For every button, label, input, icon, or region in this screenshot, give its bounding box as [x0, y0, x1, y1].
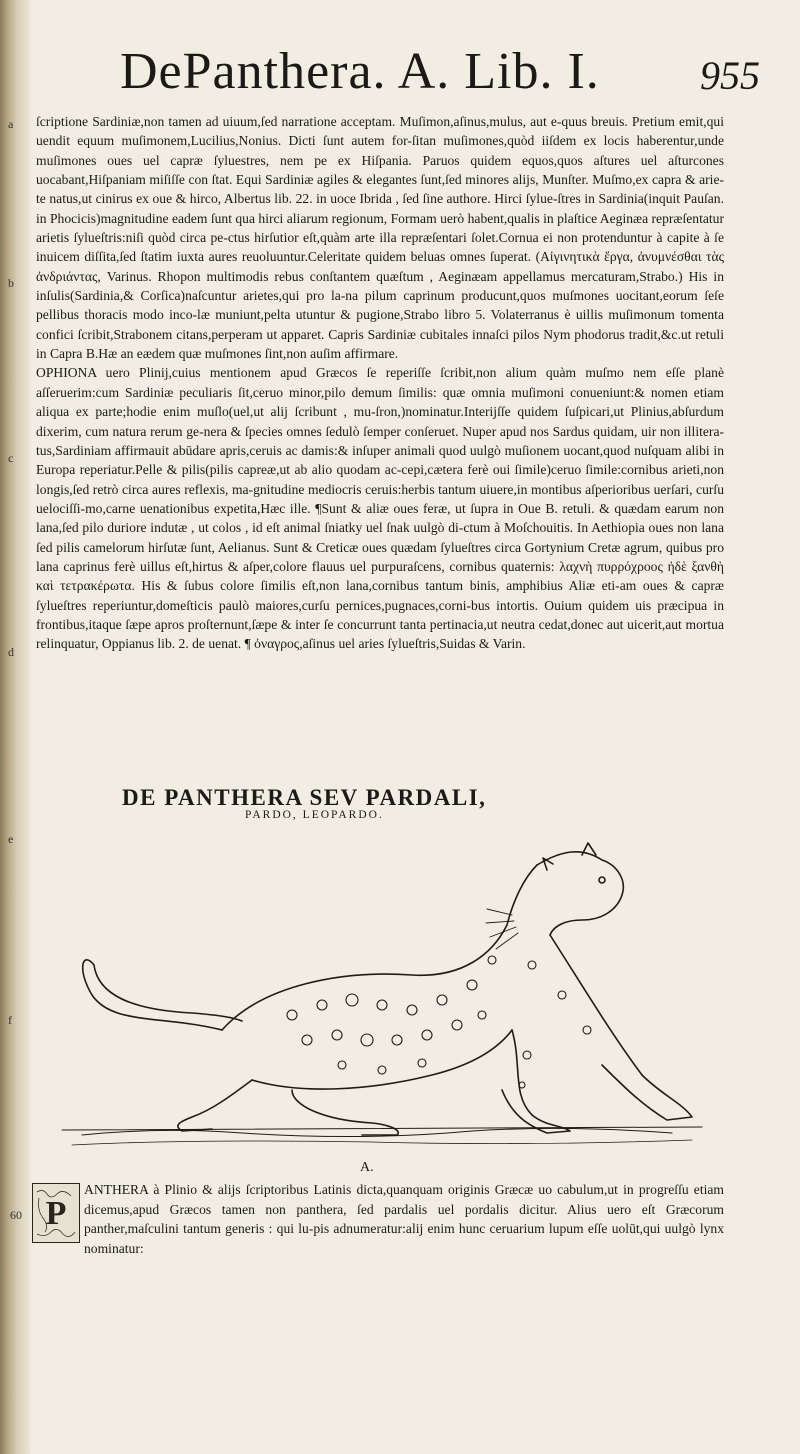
panther-woodcut-illustration — [42, 835, 718, 1165]
section-title: DE PANTHERA SEV PARDALI, — [122, 785, 487, 810]
continuation-paragraph — [84, 1180, 724, 1258]
initial-letter: P — [45, 1195, 67, 1232]
margin-note-f: f — [8, 1013, 12, 1027]
section-subtitle: PARDO, LEOPARDO. — [245, 809, 384, 821]
margin-note-e: e — [8, 832, 14, 846]
margin-note-b: b — [8, 276, 14, 290]
running-header — [120, 42, 760, 112]
plate-label: A. — [360, 1160, 374, 1175]
book-page — [8, 0, 800, 1454]
continuation-text: ANTHERA à Plinio & alijs ſcriptoribus Latinis dicta,quanquam originis Græcæ uo cabulum,ut in progreſſu etiam dicemus,apud Græcos tamen non panthera, ſed pardalis uel pordalis dicitur. Alius uero eſt Græcorum panther,maſculini tantum generis : qui lu-pis adnumeratur:alij enim hunc ceruarium lupum eſſe uolūt,qui uulgò lynx nominatur: — [84, 1182, 724, 1256]
margin-note-d: d — [8, 645, 14, 659]
running-title: DePanthera. A. Lib. I. — [120, 43, 600, 100]
body-paragraph: OPHIONA uero Plinij,cuius mentionem apud Græcos ſe reperiſſe ſcribit,non alium quàm muſmo nem eſſe planè aſſeruerim:cum Sardiniæ peculiaris ſit,ceruo minor,pilo demum ſimilis: quæ omnia muſimoni conueniunt:& nomen etiam aliqua ex parte;hodie enim muſlo(uel,ut alij ſcribunt , mu-ſron,)nominatur.Interijſſe quidem ſuſpicari,ut Plinius,abſurdum dixerim, cum natura rerum ge-nera & ſpecies omnes ſedulò ſemper conſeruet. Nuper apud nos Sardus quidam, uir non illitera-tus,Sardiniam affirmauit abūdare apris,ceruis ac damis:& inſuper animali quod uulgò muſionem uocant,quod nuſquam alibi in Europa reperiatur.Pelle & pilis(pilis capreæ,ut ab alio quodam ac-cepi,cætera ferè oui ſimile)ceruo ſimile:cornibus arieti,non longis,ſed retrò circa aures reflexis, ma-gnitudine mediocris ceruis:herbis tantum uiuere,in montibus aſperioribus uerſari, curſu uelociſſi-mo,carne uenationibus expetita,Hæc ille. ¶Sunt & aliæ oues feræ, ut ſupra in Oue B. retuli. & quædam earum non lana,ſed pilo duriore indutæ , ut colos , id eſt animal ſniatky uel ſnak uulgò di-ctum à Moſchouitis. In Aethiopia oues non lana ſed pilis camelorum hirſutæ ſunt, Aelianus. Sunt & Creticæ oues quædam ſylueſtres circa Gortynium Cretæ agrum, quibus pro lana caprinus ferè uillus eſt,hirtus & aſper,colore flauus uel purpuraſcens, cornibus quaternis: λαχνὴ πυρρόχροος ἠδὲ ξανθὴ καὶ τετρακέρωτα. His & ſubus colore ſimilis eſt,non lana,cornibus tantum binis, amphibius Aliæ eti-am oues & capræ ſylueſtres reperiuntur,domeſticis paulò maiores,curſu pernices,pugnaces,corni-bus intortis. Ouium quidem uis præcipua in frontibus,itaque ſæpe apros proſternunt,ſæpe & inter ſe concurrunt tanta pertinacia,ut neutra cedat,donec aut uicerit,aut mortua relinquatur, Oppianus lib. 2. de uenat. ¶ ὀναγρος,aſinus uel aries ſylueſtris,Suidas & Varin. — [36, 365, 724, 652]
initial-ornament-icon — [33, 1184, 79, 1242]
margin-note-a: a — [8, 117, 14, 131]
body-paragraph: ſcriptione Sardiniæ,non tamen ad uiuum,ſed narratione acceptam. Muſimon,aſinus,mulus, aut e-quus breuis. Pretium emit,qui uendit equum muſimonem,Lucilius,Nonius. Dicti ſunt autem for-ſitan muſimones,quòd iiſdem ex locis haberentur,unde muſimones oues uel capræ ſyluestres, nem pe ex Hiſpania. Paruos quidem equos,quos aſtures uel aſturcones uocabant,Hiſpaniam miſiſſe con ſtat. Equi Sardiniæ agiles & elegantes ſunt,ſed minores alijs, Munſter. Muſmo,ex capra & arie-te natus,ut cinirus ex oue & hirco, Albertus lib. 22. in uoce Ibrida , ſed ſine authore. Hirci ſylue-ſtres in Sardinia(inquit Pauſan. in Phocicis)magnitudine eadem ſunt qua hirci aliarum regionum, Formam uerò habent,qualis in plaſtice Aeginæa repræſentatur arietis ſylueſtris:niſi quòd circa pe-ctus hirſutior eſt,quàm arte illa repræſentari ſolet.Cornua ei non protenduntur à capite à ſe inuicem diſſita,ſed ſtatim iuxta aures reuoluuntur.Celeritate quidem beluas omnes ſuperat. (Αἰγινητικὰ ἔργα, ἀνυμνέσθαι τὰς ἀνδριάντας, Varinus. Rhopon multimodis rebus conſtantem quæſtum , Aeginæam appellamus mercaturam,Strabo.) His in inſulis(Sardinia,& Corſica)naſcuntur arietes,qui pro la-na pilum caprinum producunt,quos muſmones uocitant,eorum ſeſe pellibus thoracis modo inco-læ muniunt,pelta utuntur & pugione,Strabo libro 5. Volaterranus è uillis muſimonum tomenta confici ſcribit,Strabonem citans,perperam ut apparet. Capris Sardiniæ cubitales innaſci pilos Nym phodorus tradit,&c.ut retuli in Capra B.Hæ an eædem quæ muſmones ſint,non auſim affirmare. — [36, 114, 724, 362]
book-binding-edge — [0, 0, 30, 1454]
body-text — [36, 112, 724, 654]
decorated-initial — [32, 1183, 80, 1243]
margin-note-c: c — [8, 451, 14, 465]
page-number: 955 — [700, 53, 760, 98]
margin-line-number: 60 — [10, 1208, 22, 1222]
